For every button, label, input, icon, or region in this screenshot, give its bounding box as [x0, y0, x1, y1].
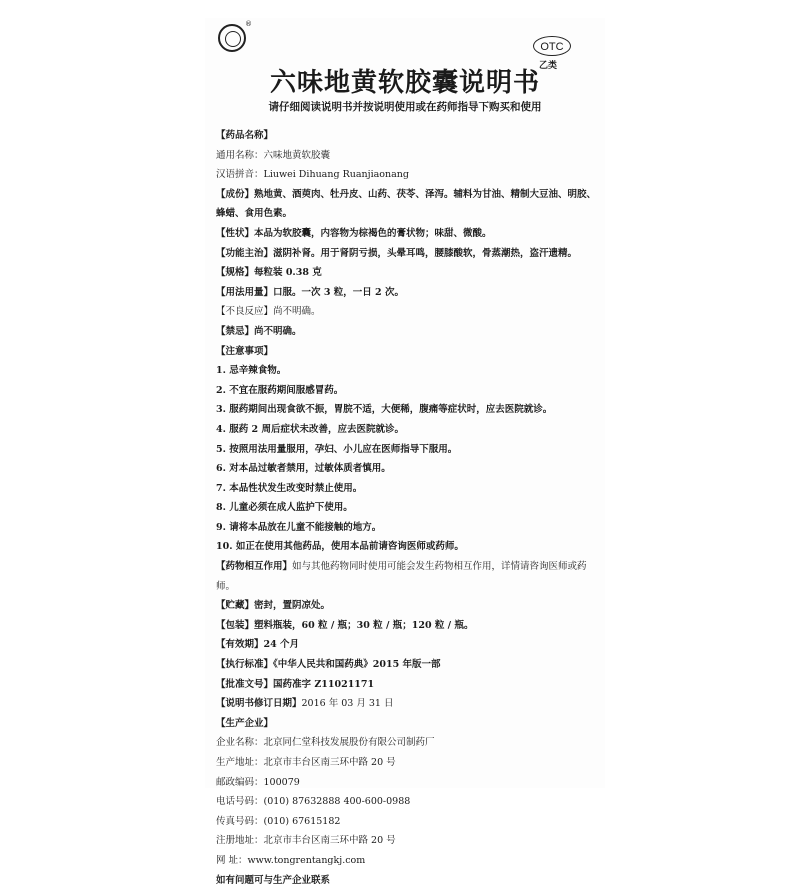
storage-section: 【贮藏】密封，置阴凉处。 — [216, 600, 331, 612]
adverse-section: 【不良反应】尚不明确。 — [216, 306, 321, 318]
dosage-section: 【用法用量】口服。一次 3 粒，一日 2 次。 — [216, 286, 404, 298]
approval-text: 国药准字 Z11021171 — [273, 678, 375, 690]
manufacturer-row: 网 址：www.tongrentangkj.com — [216, 854, 366, 866]
precaution-item: 7. 本品性状发生改变时禁止使用。 — [216, 482, 363, 494]
manufacturer-heading: 【生产企业】 — [216, 717, 274, 729]
composition-section: 【成份】熟地黄、酒萸肉、牡丹皮、山药、茯苓、泽泻。辅料为甘油、精制大豆油、明胶、蜂蜡、食用色素。 — [216, 188, 597, 220]
revision-text: 2016 年 03 月 31 日 — [301, 698, 394, 710]
packaging-text: 塑料瓶装，60 粒 / 瓶；30 粒 / 瓶；120 粒 / 瓶。 — [254, 619, 474, 631]
drug-name-heading: 【药品名称】 — [216, 130, 274, 141]
precaution-item: 2. 不宜在服药期间服感冒药。 — [216, 384, 344, 396]
approval-section: 【批准文号】国药准字 Z11021171 — [216, 678, 375, 690]
packaging-section: 【包装】塑料瓶装，60 粒 / 瓶；30 粒 / 瓶；120 粒 / 瓶。 — [216, 619, 474, 631]
validity-text: 24 个月 — [263, 639, 300, 651]
spec-text: 每粒装 0.38 克 — [254, 267, 322, 279]
interactions-section: 【药物相互作用】如与其他药物同时使用可能会发生药物相互作用，详情请咨询医师或药师。 — [216, 561, 587, 592]
standard-section: 【执行标准】《中华人民共和国药典》2015 年版一部 — [216, 659, 441, 671]
leaflet-body — [216, 126, 601, 890]
otc-badge: OTC — [533, 36, 571, 56]
manufacturer-row: 企业名称：北京同仁堂科技发展股份有限公司制药厂 — [216, 737, 435, 749]
otc-class-label: 乙类 — [539, 61, 558, 71]
manufacturer-row: 邮政编码：100079 — [216, 776, 300, 788]
page-title: 六味地黄软胶囊说明书 — [269, 68, 540, 98]
precaution-item: 5. 按照用法用量服用，孕妇、小儿应在医师指导下服用。 — [216, 443, 458, 455]
storage-text: 密封，置阴凉处。 — [254, 600, 331, 612]
manufacturer-row: 电话号码：(010) 87632888 400-600-0988 — [216, 796, 411, 808]
standard-text: 《中华人民共和国药典》2015 年版一部 — [273, 659, 441, 671]
manufacturer-row: 注册地址：北京市丰台区南三环中路 20 号 — [216, 835, 396, 847]
precaution-item: 4. 服药 2 周后症状未改善，应去医院就诊。 — [216, 423, 404, 435]
precaution-item: 6. 对本品过敏者禁用，过敏体质者慎用。 — [216, 463, 391, 475]
precaution-item: 8. 儿童必须在成人监护下使用。 — [216, 502, 353, 514]
contraindications-section: 【禁忌】尚不明确。 — [216, 325, 302, 337]
precaution-item: 9. 请将本品放在儿童不能接触的地方。 — [216, 521, 382, 533]
composition-text: 熟地黄、酒萸肉、牡丹皮、山药、茯苓、泽泻。辅料为甘油、精制大豆油、明胶、蜂蜡、食用色素。 — [216, 188, 597, 220]
generic-name-value: 六味地黄软胶囊 — [263, 149, 331, 161]
manufacturer-row: 生产地址：北京市丰台区南三环中路 20 号 — [216, 757, 396, 768]
properties-text: 本品为软胶囊，内容物为棕褐色的膏状物；味甜、微酸。 — [254, 227, 492, 239]
manufacturer-footer: 如有问题可与生产企业联系 — [216, 874, 331, 886]
spec-section: 【规格】每粒装 0.38 克 — [216, 267, 322, 279]
dosage-text: 口服。一次 3 粒，一日 2 次。 — [273, 286, 404, 298]
precaution-item: 1. 忌辛辣食物。 — [216, 365, 287, 377]
properties-section: 【性状】本品为软胶囊，内容物为棕褐色的膏状物；味甜、微酸。 — [216, 227, 492, 239]
pinyin-row: 汉语拼音：Liuwei Dihuang Ruanjiaonang — [216, 169, 409, 181]
pinyin-value: Liuwei Dihuang Ruanjiaonang — [263, 169, 409, 181]
indications-section: 【功能主治】滋阴补肾。用于肾阴亏损，头晕耳鸣，腰膝酸软，骨蒸潮热，盗汗遗精。 — [216, 247, 578, 259]
precaution-item: 10. 如正在使用其他药品，使用本品前请咨询医师或药师。 — [216, 541, 464, 553]
revision-section: 【说明书修订日期】2016 年 03 月 31 日 — [216, 698, 394, 710]
validity-section: 【有效期】24 个月 — [216, 639, 300, 651]
adverse-text: 尚不明确。 — [273, 306, 321, 318]
indications-text: 滋阴补肾。用于肾阴亏损，头晕耳鸣，腰膝酸软，骨蒸潮热，盗汗遗精。 — [273, 247, 578, 259]
page-subtitle: 请仔细阅读说明书并按说明使用或在药师指导下购买和使用 — [268, 101, 542, 113]
manufacturer-row: 传真号码：(010) 67615182 — [216, 815, 341, 827]
precautions-heading: 【注意事项】 — [216, 345, 274, 357]
generic-name-row: 通用名称：六味地黄软胶囊 — [216, 149, 331, 161]
brand-logo-icon: ® — [218, 24, 246, 52]
interactions-text: 如与其他药物同时使用可能会发生药物相互作用，详情请咨询医师或药师。 — [216, 561, 587, 592]
precaution-item: 3. 服药期间出现食欲不振，胃脘不适，大便稀，腹痛等症状时，应去医院就诊。 — [216, 404, 553, 416]
contraindications-text: 尚不明确。 — [254, 325, 302, 337]
